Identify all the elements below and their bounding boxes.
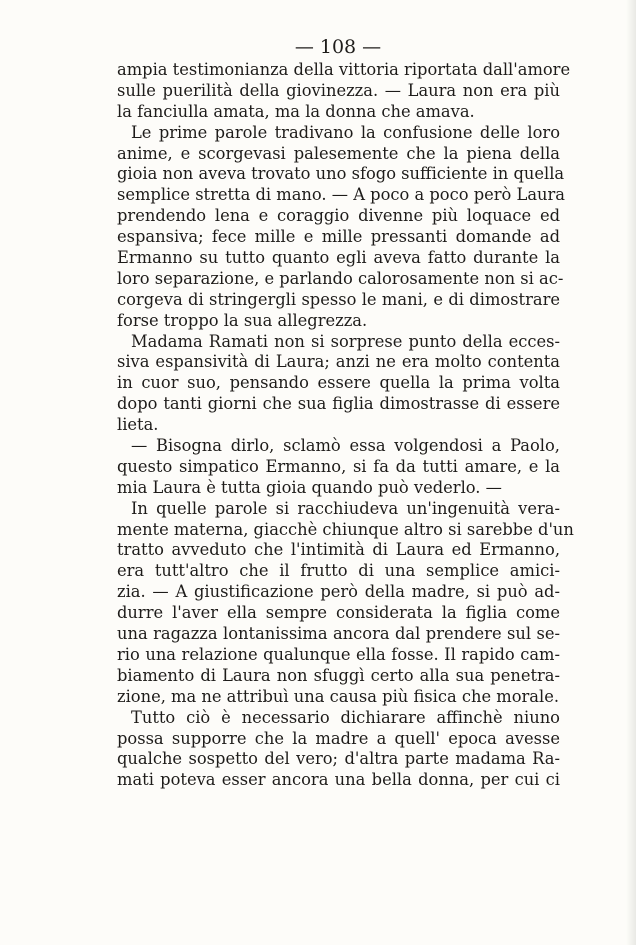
text-line: ampia testimonianza della vittoria riportata dall'amore xyxy=(117,60,571,79)
text-line: una ragazza lontanissima ancora dal prendere sul se- xyxy=(117,624,560,644)
body-text xyxy=(117,60,574,791)
text-line: anime, e scorgevasi palesemente che la piena della xyxy=(117,143,560,163)
text-line: mente materna, giacchè chiunque altro si sarebbe d'un xyxy=(117,519,574,539)
text-line: in cuor suo, pensando essere quella la prima volta xyxy=(117,373,560,393)
text-line: qualche sospetto del vero; d'altra parte madama Ra- xyxy=(117,749,560,769)
text-line: — Bisogna dirlo, sclamò essa volgendosi a Paolo, xyxy=(131,436,560,456)
text-line: era tutt'altro che il frutto di una semplice amici- xyxy=(117,561,560,581)
page-edge-shadow xyxy=(626,0,636,945)
text-line: espansiva; fece mille e mille pressanti domande ad xyxy=(117,227,560,247)
text-line: siva espansività di Laura; anzi ne era molto contenta xyxy=(117,352,560,372)
text-line: corgeva di stringergli spesso le mani, e di dimostrare xyxy=(117,289,560,309)
text-line: zia. — A giustificazione però della madre, si può ad- xyxy=(117,582,560,602)
text-line: Madama Ramati non si sorprese punto della ecces- xyxy=(131,331,560,351)
text-line: durre l'aver ella sempre considerata la figlia come xyxy=(117,603,560,623)
text-line: zione, ma ne attribuì una causa più fisica che morale. xyxy=(117,686,560,706)
text-line: la fanciulla amata, ma la donna che amava. xyxy=(117,101,475,121)
text-line: mia Laura è tutta gioia quando può vederlo. — xyxy=(117,477,502,497)
page-number: — 108 — xyxy=(294,36,382,58)
text-line: semplice stretta di mano. — A poco a poco però Laura xyxy=(117,185,566,205)
text-line: rio una relazione qualunque ella fosse. Il rapido cam- xyxy=(117,644,560,664)
text-line: biamento di Laura non sfuggì certo alla sua penetra- xyxy=(117,665,560,685)
text-line: sulle puerilità della giovinezza. — Laura non era più xyxy=(117,80,560,100)
text-line: loro separazione, e parlando calorosamente non si ac- xyxy=(117,268,564,288)
text-line: questo simpatico Ermanno, si fa da tutti amare, e la xyxy=(117,456,560,476)
text-line: possa supporre che la madre a quell' epoca avesse xyxy=(117,728,560,748)
text-line: gioia non aveva trovato uno sfogo sufficiente in quella xyxy=(117,164,565,184)
text-line: Tutto ciò è necessario dichiarare affinchè niuno xyxy=(131,707,560,727)
text-line: mati poteva esser ancora una bella donna, per cui ci xyxy=(117,770,560,790)
text-line: lieta. xyxy=(117,415,159,435)
text-line: tratto avveduto che l'intimità di Laura ed Ermanno, xyxy=(117,540,560,560)
text-line: dopo tanti giorni che sua figlia dimostrasse di essere xyxy=(117,394,560,414)
text-line: Le prime parole tradivano la confusione delle loro xyxy=(131,122,560,142)
text-line: forse troppo la sua allegrezza. xyxy=(117,310,368,330)
text-line: Ermanno su tutto quanto egli aveva fatto durante la xyxy=(117,248,560,268)
text-line: prendendo lena e coraggio divenne più loquace ed xyxy=(117,206,560,226)
text-line: In quelle parole si racchiudeva un'ingenuità vera- xyxy=(131,498,560,518)
